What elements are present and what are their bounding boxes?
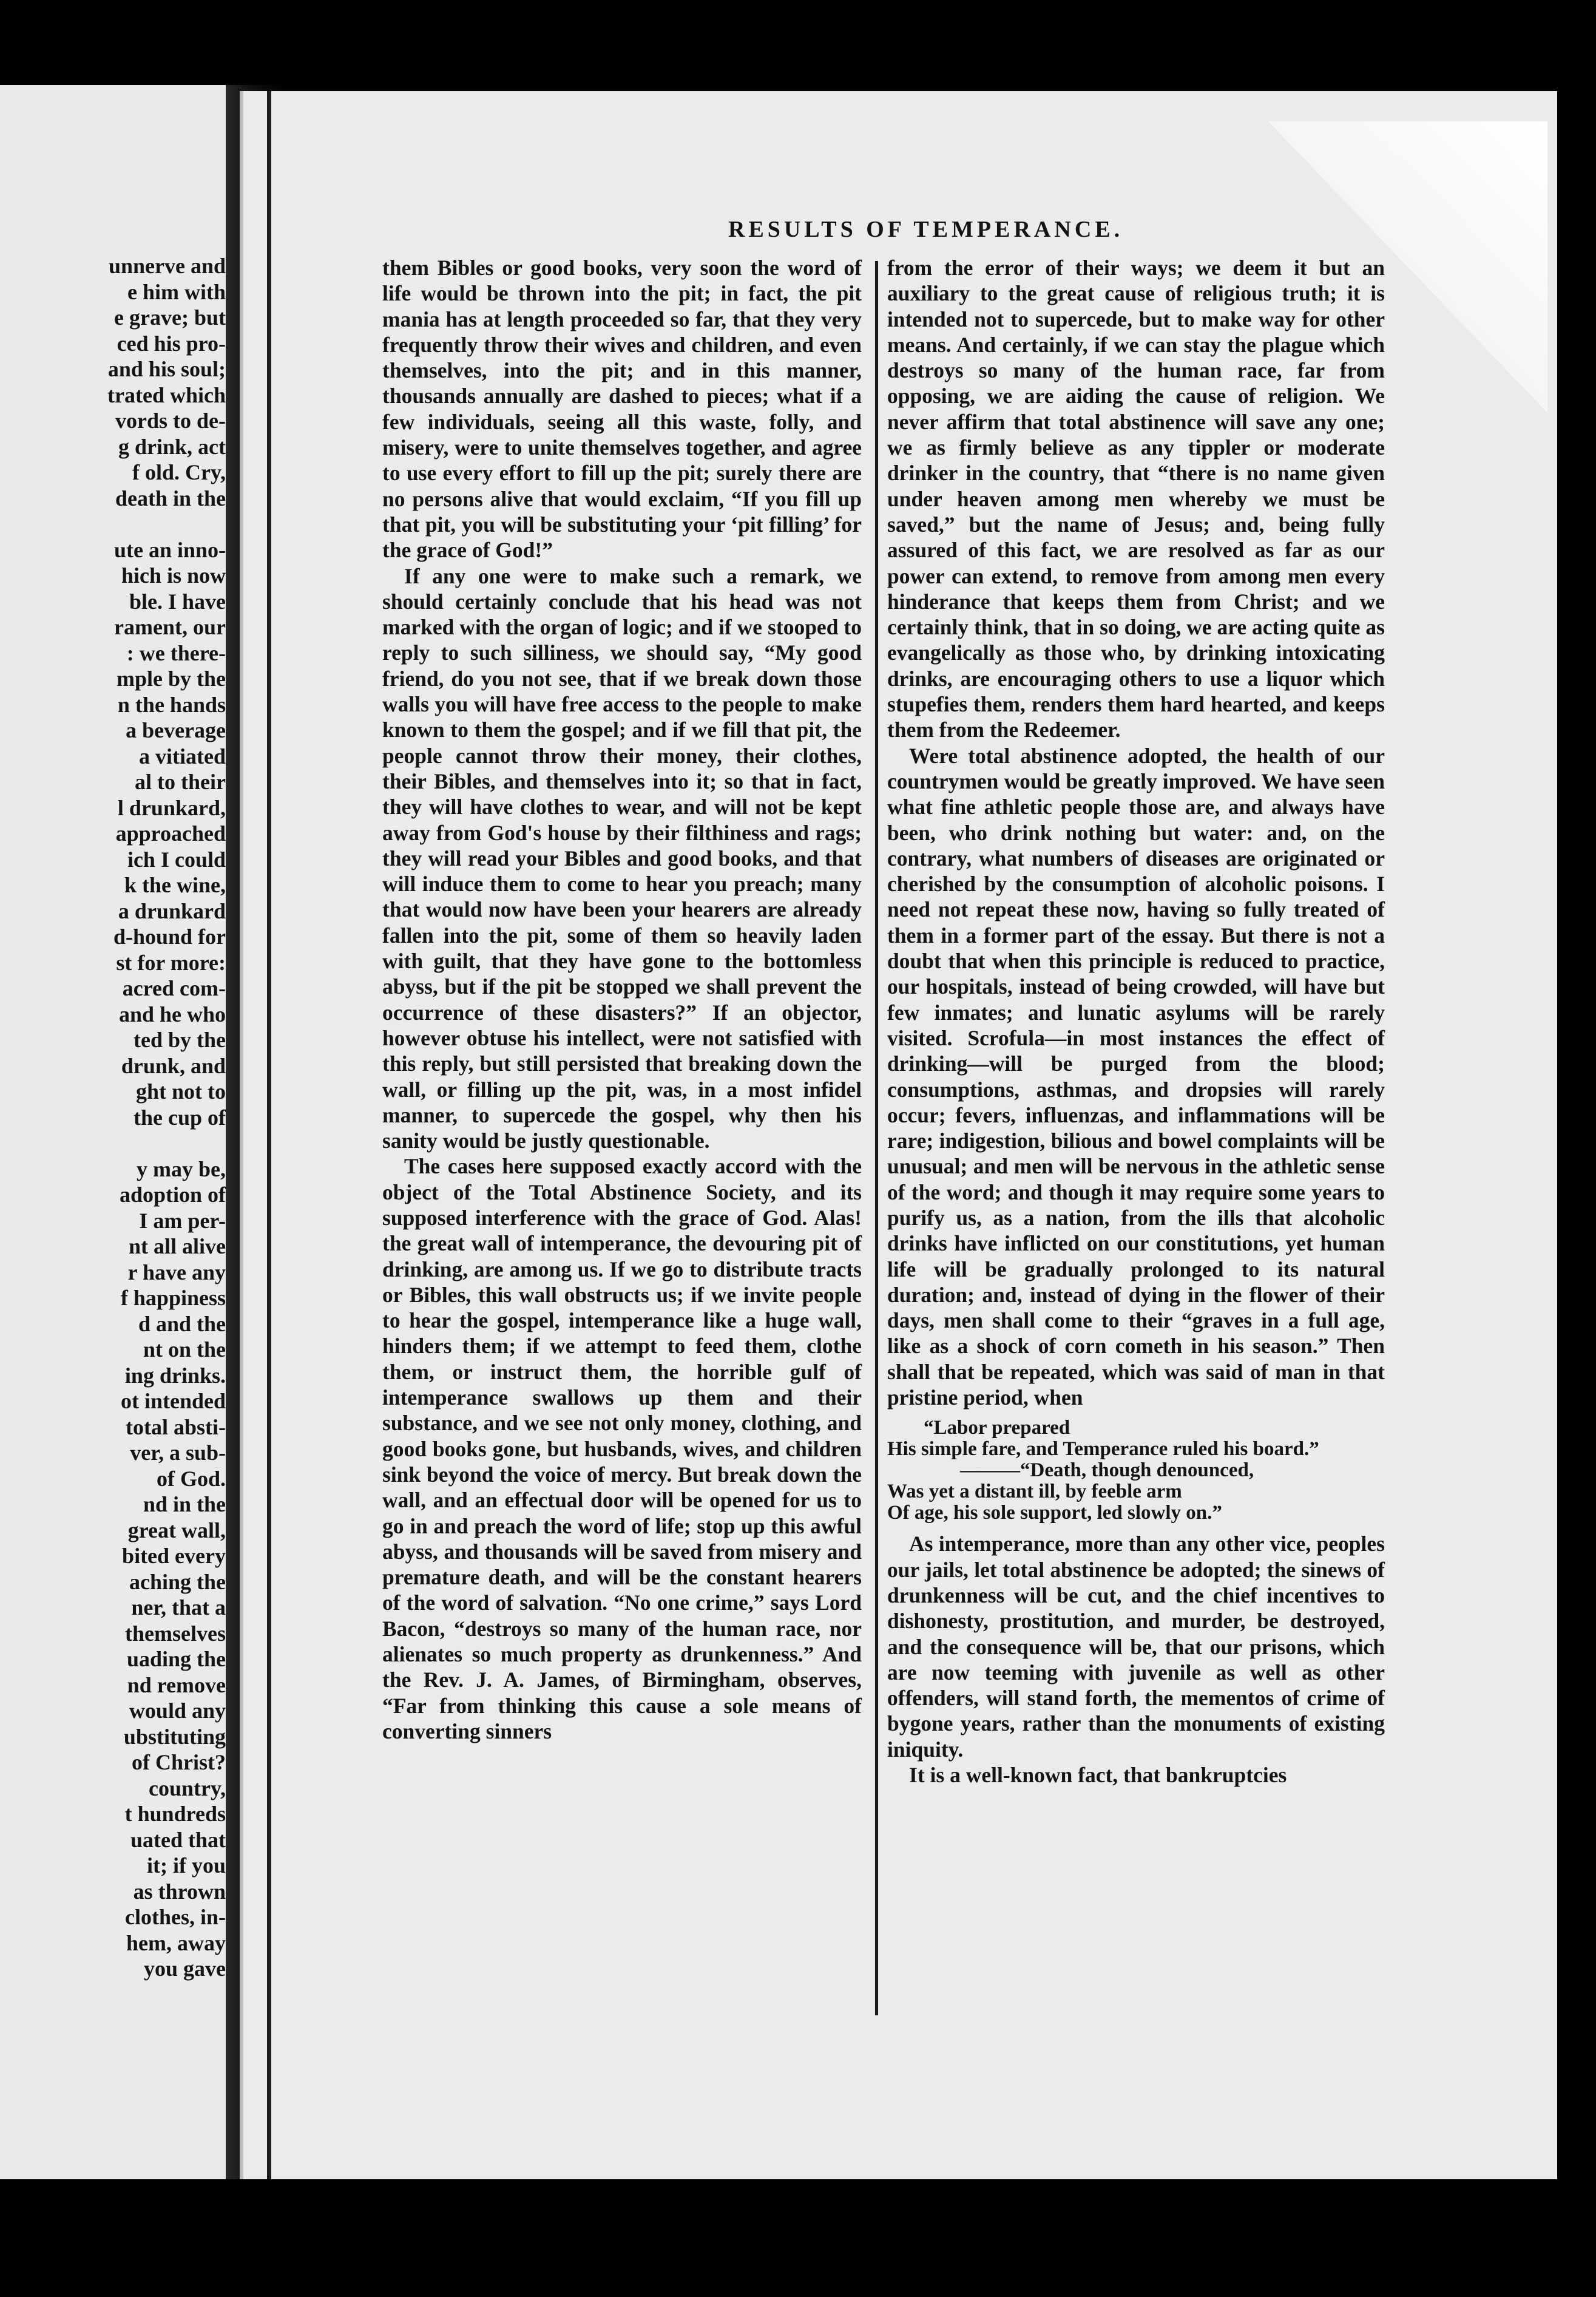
left-page-line: ght not to	[135, 1079, 226, 1104]
left-page-line: nt all alive	[129, 1234, 226, 1258]
left-page-line: f happiness	[120, 1286, 226, 1310]
left-page-line: themselves	[125, 1621, 226, 1646]
left-page-line: hem, away	[126, 1930, 226, 1955]
left-page-line: uated that	[130, 1827, 226, 1852]
left-page-line: e grave; but	[114, 305, 226, 330]
left-page-line: and he who	[118, 1002, 226, 1026]
left-page-line: approached	[115, 821, 226, 846]
left-page-line: rament, our	[114, 615, 226, 639]
left-page-line: great wall,	[127, 1518, 226, 1542]
left-page-line: aching the	[129, 1569, 226, 1594]
left-page-line: vords to de-	[115, 409, 226, 433]
left-page-line: a beverage	[126, 718, 226, 742]
left-page-line: ner, that a	[131, 1595, 226, 1620]
left-page-line: ute an inno-	[113, 537, 226, 562]
left-page-line: ing drinks.	[124, 1363, 226, 1388]
left-page-line: and his soul;	[107, 357, 226, 381]
left-page-line: hich is now	[121, 563, 226, 588]
verse-line: “Labor prepared	[924, 1417, 1070, 1439]
paragraph: If any one were to make such a remark, we should certainly conclude that his head was not marked with the organ of logic; and if we stooped to reply to such silliness, we should say, “My good friend, do you not see, that if we break down those walls you will have free access to the people to make known to them the gospel; and if we fill that pit, the people cannot throw their money, their clothes, their Bibles, and themselves into it; so that in fact, they will have clothes to wear, and will not be kept away from God's house by their filthiness and rags; they will read your Bibles and good books, and that will induce them to come to hear you preach; many that would now have been your hearers are already fallen into the pit, some of them so heavily laden with guilt, that they have gone to the bottomless abyss, but if the pit be stopped we shall prevent the occurrence of these disasters?” If an objector, however obtuse his intellect, were not satisfied with this reply, but still persisted that breaking down the wall, or filling up the pit, was, in a most infidel manner, to supercede the gospel, why then his sanity would be justly questionable.	[382, 563, 862, 1153]
left-page-line: st for more:	[116, 950, 226, 975]
left-page-line: the cup of	[134, 1105, 226, 1130]
left-page-line: total absti-	[126, 1414, 226, 1439]
verse-line: His simple fare, and Temperance ruled his board.”	[887, 1438, 1319, 1461]
column-right	[887, 255, 1385, 1788]
left-page-line: nd remove	[127, 1672, 226, 1697]
left-page-line: adoption of	[119, 1182, 226, 1207]
left-page-line: k the wine,	[124, 873, 226, 897]
left-page-line: ubstituting	[123, 1724, 226, 1749]
left-page-line: d and the	[138, 1311, 226, 1336]
left-page-line: nt on the	[143, 1337, 226, 1362]
left-page-line: e him with	[127, 279, 226, 304]
left-page-line: ble. I have	[129, 589, 226, 614]
left-page-line: acred com-	[122, 976, 226, 1000]
left-page-line: f old. Cry,	[132, 460, 226, 484]
column-middle	[382, 255, 862, 1744]
paragraph: It is a well-known fact, that bankruptcies	[909, 1763, 1287, 1788]
left-page-line: would any	[129, 1698, 226, 1723]
paragraph: from the error of their ways; we deem it but an auxiliary to the great cause of religious truth; it is intended not to supercede, but to make way for other means. And certainly, if we can stay the plague which destroys so many of the human race, far from opposing, we are aiding the cause of religion. We never affirm that total abstinence will save any one; we as firmly believe as any tippler or moderate drinker in the country, that “there is no name given under heaven among men whereby we must be saved,” but the name of Jesus; and, being fully assured of this fact, we are resolved as far as our power can extend, to remove from among men every hinderance that keeps them from Christ; and we certainly think, that in so doing, we are acting quite as evangelically as those who, by drinking intoxicating drinks, are encouraging others to use a liquor which stupefies them, renders them hard hearted, and keeps them from the Redeemer.	[887, 256, 1385, 742]
left-page-line: ot intended	[120, 1389, 226, 1413]
left-page-line: ted by the	[134, 1028, 226, 1052]
left-page-line: clothes, in-	[125, 1905, 226, 1929]
left-page-line: I am per-	[139, 1208, 226, 1233]
left-page-line: y may be,	[137, 1156, 226, 1181]
left-page-line: nd in the	[143, 1492, 226, 1516]
left-page-line: as thrown	[133, 1879, 226, 1904]
left-page-line: you gave	[144, 1956, 226, 1981]
left-page-line: trated which	[107, 382, 226, 407]
left-page-line: drunk, and	[121, 1053, 226, 1078]
left-page-line: of Christ?	[132, 1750, 226, 1774]
paragraph: them Bibles or good books, very soon the word of life would be thrown into the pit; in fact, the pit mania has at length proceeded so far, that they very frequently throw their wives and children, and even themselves, into the pit; and in this manner, thousands annually are dashed to pieces; what if a few individuals, seeing all this waste, folly, and misery, were to unite themselves together, and agree to use every effort to fill up the pit; surely there are no persons alive that would exclaim, “If you fill up that pit, you will be substituting your ‘pit filling’ for the grace of God!”	[382, 256, 862, 563]
left-page-line: mple by the	[117, 667, 226, 691]
left-page-line: al to their	[135, 770, 226, 794]
paragraph: The cases here supposed exactly accord with the object of the Total Abstinence Society, and its supposed interference with the grace of God. Alas! the great wall of intemperance, the devouring pit of drinking, are among us. If we go to distribute tracts or Bibles, this wall obstructs us; if we invite people to hear the gospel, intemperance like a huge wall, hinders them; if we attempt to feed them, clothe them, or instruct them, the horrible gulf of intemperance swallows up them and their substance, and we see not only money, clothing, and good books gone, but husbands, wives, and children sink beyond the voice of mercy. But break down the wall, and an effectual door will be opened for us to go in and preach the word of life; stop up this awful abyss, and thousands will be saved from misery and premature death, and will be the constant hearers of the word of salvation. “No one crime,” says Lord Bacon, “destroys so many of the human race, nor alienates so much property as drunkenness.” And the Rev. J. A. James, of Birmingham, observes, “Far from thinking this cause a sole means of converting sinners	[382, 1154, 862, 1743]
spine-rule	[267, 91, 271, 2179]
paragraph: Were total abstinence adopted, the health of our countrymen would be greatly improved. We have seen what fine athletic people those are, and always have been, who drink nothing but water: and, on the contrary, what numbers of diseases are originated or cherished by the consumption of alcoholic poisons. I need not repeat these now, having so fully treated of them in a former part of the essay. But there is not a doubt that when this principle is reduced to practice, our hospitals, instead of being crowded, will have but few inmates; and lunatic asylums will be rarely visited. Scrofula—in most instances the effect of drinking—will be purged from the blood; consumptions, asthmas, and dropsies will rarely occur; fevers, influenzas, and inflammations will be rare; indigestion, bilious and bowel complaints will be unusual; and men will be nervous in the athletic sense of the word; and though it may require some years to purify us, as a nation, from the ills that alcoholic drinks have inflicted on our constitutions, yet human life will be gradually prolonged to its natural duration; and, instead of dying in the flower of their days, men shall come to their “graves in a full age, like as a shock of corn cometh in his season.” Then shall that be repeated, which was said of man in that pristine period, when	[887, 743, 1385, 1410]
verse-line: Of age, his sole support, led slowly on.”	[887, 1502, 1222, 1524]
left-page-line: uading the	[126, 1647, 226, 1671]
left-page-line: r have any	[127, 1260, 226, 1284]
running-head: RESULTS OF TEMPERANCE.	[728, 217, 1124, 242]
left-page-line: a drunkard	[118, 898, 226, 923]
left-page-line: a vitiated	[139, 744, 226, 768]
verse-quote	[887, 1417, 1385, 1524]
left-page-line: ced his pro-	[117, 331, 226, 356]
left-page-line: : we there-	[126, 640, 226, 665]
left-page-line: g drink, act	[118, 434, 226, 459]
left-page-line: death in the	[115, 486, 226, 511]
column-divider	[875, 261, 878, 2015]
left-page-line: n the hands	[117, 692, 226, 717]
left-page-line: l drunkard,	[117, 795, 226, 820]
left-page-line: t hundreds	[124, 1802, 226, 1826]
left-page	[0, 85, 226, 2179]
left-page-line: ich I could	[127, 847, 226, 872]
left-page-line: unnerve and	[108, 254, 226, 278]
left-page-line: d-hound for	[113, 925, 226, 949]
left-page-line: ver, a sub-	[130, 1440, 226, 1465]
left-page-line: it; if you	[147, 1853, 226, 1878]
left-page-line: country,	[148, 1776, 226, 1800]
left-page-line: of God.	[156, 1466, 226, 1491]
verse-line: Was yet a distant ill, by feeble arm	[887, 1481, 1182, 1503]
paragraph: As intemperance, more than any other vice, peoples our jails, let total abstinence be adopted; the sinews of drunkenness will be cut, and the chief incentives to dishonesty, prostitution, and murder, be destroyed, and the consequence will be, that our prisons, which are now teeming with juvenile as well as other offenders, will stand forth, the mementos of crime of bygone years, rather than the monuments of existing iniquity.	[887, 1532, 1385, 1762]
verse-line: ———“Death, though denounced,	[960, 1459, 1254, 1482]
left-page-line: bited every	[122, 1544, 226, 1568]
